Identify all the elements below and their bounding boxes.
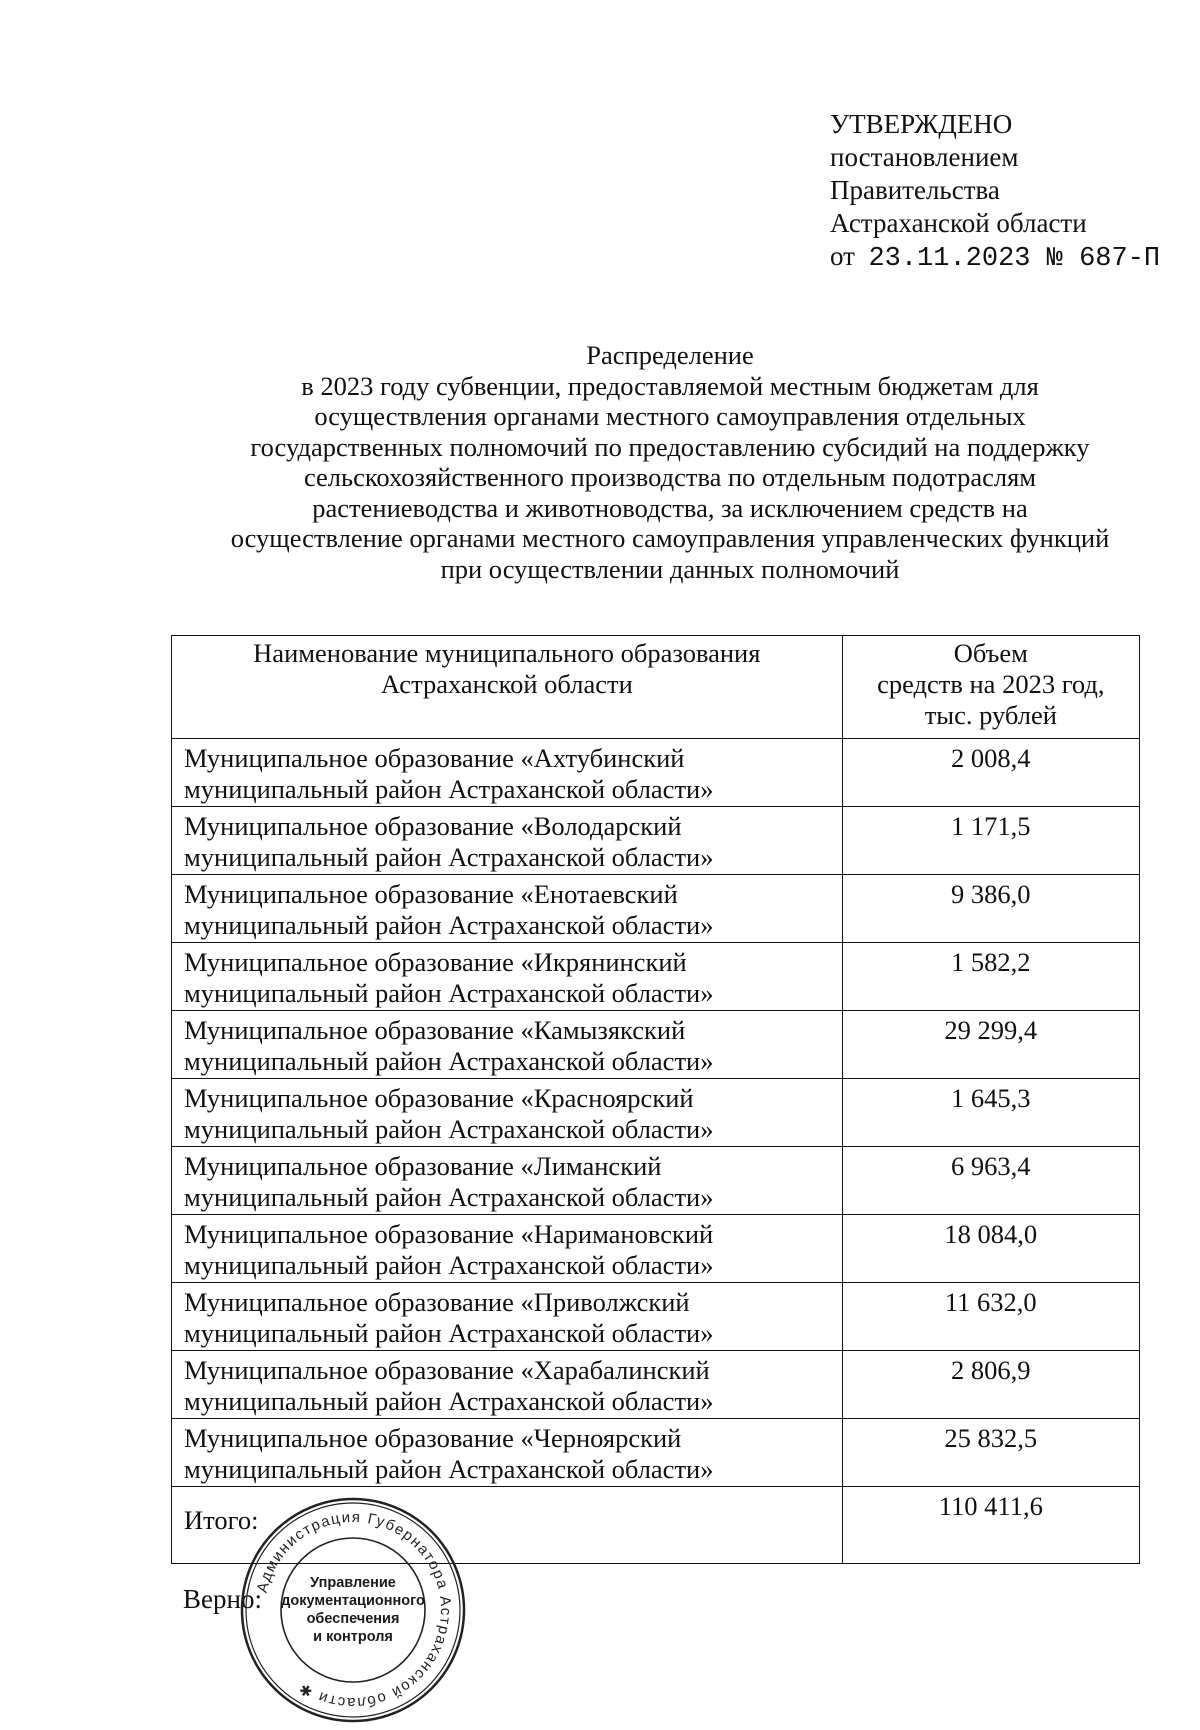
table-row xyxy=(172,807,1140,875)
municipality-name-line: муниципальный район Астраханской области» xyxy=(184,1046,714,1076)
approval-heading: УТВЕРЖДЕНО xyxy=(830,109,1013,139)
municipality-name-line: Муниципальное образование «Приволжский xyxy=(184,1287,690,1317)
municipality-name-line: муниципальный район Астраханской области» xyxy=(184,1454,714,1484)
title-line: Распределение xyxy=(586,340,754,370)
amount-cell: 9 386,0 xyxy=(842,875,1139,943)
table-row xyxy=(172,739,1140,807)
municipality-name-line: Муниципальное образование «Икрянинский xyxy=(184,947,687,977)
stamp-line: Управление xyxy=(310,1575,396,1591)
header-value-line: Объем xyxy=(953,638,1028,668)
amount-cell: 1 582,2 xyxy=(842,943,1139,1011)
approval-date-line xyxy=(830,240,1160,276)
municipality-name-line: Муниципальное образование «Лиманский xyxy=(184,1151,662,1181)
stamp-line: обеспечения xyxy=(306,1611,400,1627)
header-value-line: тыс. рублей xyxy=(924,700,1057,730)
municipality-name-line: Муниципальное образование «Камызякский xyxy=(184,1015,686,1045)
title-line: сельскохозяйственного производства по отдельным подотраслям xyxy=(303,462,1037,492)
municipality-name-line: муниципальный район Астраханской области» xyxy=(184,910,714,940)
municipality-name-cell xyxy=(172,1351,843,1419)
table-row xyxy=(172,1147,1140,1215)
title-line: осуществления органами местного самоуправления отдельных xyxy=(314,401,1026,431)
municipality-name-cell xyxy=(172,1011,843,1079)
svg-text:Администрация Губернатора Астр: Администрация Губернатора Астраханской области ✱ xyxy=(253,1508,455,1712)
municipality-name-cell xyxy=(172,1419,843,1487)
municipality-name-cell xyxy=(172,1147,843,1215)
approval-date-prefix: от xyxy=(830,241,855,271)
stamp-line: документационного xyxy=(281,1593,425,1609)
table-row xyxy=(172,1351,1140,1419)
amount-cell: 1 171,5 xyxy=(842,807,1139,875)
title-line: растениеводства и животноводства, за исключением средств на xyxy=(312,492,1028,523)
approval-block xyxy=(830,108,1160,276)
municipality-name-line: муниципальный район Астраханской области» xyxy=(184,842,714,872)
municipality-name-cell xyxy=(172,739,843,807)
municipality-name-line: муниципальный район Астраханской области» xyxy=(184,978,714,1008)
stamp-line: и контроля xyxy=(313,1629,393,1645)
distribution-table xyxy=(171,635,1140,1564)
municipality-name-line: Муниципальное образование «Енотаевский xyxy=(184,879,678,909)
municipality-name-line: муниципальный район Астраханской области» xyxy=(184,1114,714,1144)
verno-label: Верно: xyxy=(183,1584,262,1614)
title-line: при осуществлении данных полномочий xyxy=(440,553,900,584)
header-name-line: Наименование муниципального образования xyxy=(253,638,761,668)
amount-cell: 1 645,3 xyxy=(842,1079,1139,1147)
municipality-name-cell xyxy=(172,943,843,1011)
amount-cell: 6 963,4 xyxy=(842,1147,1139,1215)
header-name-cell xyxy=(172,636,843,739)
municipality-name-line: Муниципальное образование «Красноярский xyxy=(184,1083,694,1113)
municipality-name-cell xyxy=(172,1215,843,1283)
amount-cell: 11 632,0 xyxy=(842,1283,1139,1351)
municipality-name-cell xyxy=(172,1079,843,1147)
header-value-cell xyxy=(842,636,1139,739)
header-name-line: Астраханской области xyxy=(380,669,633,699)
municipality-name-line: Муниципальное образование «Харабалинский xyxy=(184,1355,710,1385)
table-row xyxy=(172,875,1140,943)
table-header-row xyxy=(172,636,1140,739)
municipality-name-line: Муниципальное образование «Володарский xyxy=(184,811,682,841)
header-value-line: средств на 2023 год, xyxy=(877,669,1105,699)
approval-line-2: постановлением xyxy=(830,142,1019,172)
table-row xyxy=(172,943,1140,1011)
official-stamp xyxy=(238,1495,468,1725)
amount-cell: 25 832,5 xyxy=(842,1419,1139,1487)
amount-cell: 18 084,0 xyxy=(842,1215,1139,1283)
municipality-name-line: муниципальный район Астраханской области» xyxy=(184,774,714,804)
table-row xyxy=(172,1283,1140,1351)
approval-line-3: Правительства xyxy=(830,175,1000,205)
municipality-name-line: Муниципальное образование «Черноярский xyxy=(184,1423,682,1453)
table-row xyxy=(172,1079,1140,1147)
title-line: государственных полномочий по предоставлению субсидий на поддержку xyxy=(250,431,1090,462)
title-line: осуществление органами местного самоуправления управленческих функций xyxy=(230,523,1110,553)
municipality-name-line: Муниципальное образование «Ахтубинский xyxy=(184,743,685,773)
table-row xyxy=(172,1419,1140,1487)
amount-cell: 2 806,9 xyxy=(842,1351,1139,1419)
table-row xyxy=(172,1011,1140,1079)
municipality-name-line: муниципальный район Астраханской области» xyxy=(184,1182,714,1212)
municipality-name-line: муниципальный район Астраханской области» xyxy=(184,1250,714,1280)
municipality-name-line: муниципальный район Астраханской области» xyxy=(184,1386,714,1416)
title-line: в 2023 году субвенции, предоставляемой местным бюджетам для xyxy=(301,370,1039,401)
amount-cell: 29 299,4 xyxy=(842,1011,1139,1079)
amount-cell: 2 008,4 xyxy=(842,739,1139,807)
total-value: 110 411,6 xyxy=(842,1487,1139,1564)
table-row xyxy=(172,1215,1140,1283)
municipality-name-cell xyxy=(172,875,843,943)
municipality-name-cell xyxy=(172,1283,843,1351)
approval-line-4: Астраханской области xyxy=(830,208,1087,238)
approval-date-number: 23.11.2023 № 687-П xyxy=(868,244,1161,274)
municipality-name-line: муниципальный район Астраханской области» xyxy=(184,1318,714,1348)
municipality-name-line: Муниципальное образование «Наримановский xyxy=(184,1219,714,1249)
total-label: Итого: xyxy=(172,1487,843,1564)
document-title xyxy=(190,340,1150,584)
municipality-name-cell xyxy=(172,807,843,875)
stamp-center xyxy=(238,1495,468,1725)
